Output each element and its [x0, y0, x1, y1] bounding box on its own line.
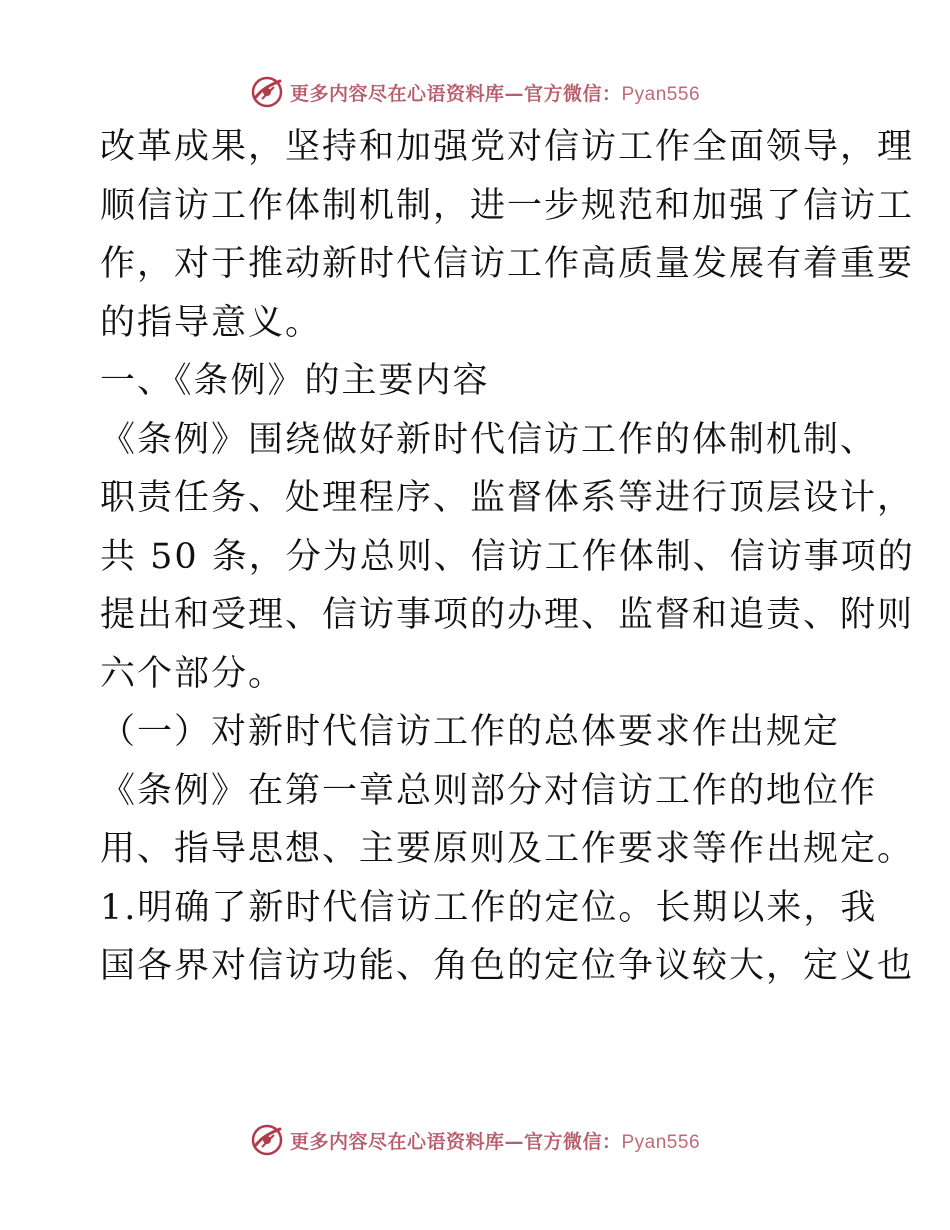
text-line: 1.明确了新时代信访工作的定位。长期以来，我	[100, 887, 878, 928]
footer-watermark	[0, 1120, 950, 1160]
watermark-wechat-id: Pyan556	[621, 1131, 701, 1153]
text-line: 用、指导思想、主要原则及工作要求等作出规定。	[100, 829, 915, 869]
text-line: 共 50 条，分为总则、信访工作体制、信访事项的	[100, 536, 915, 577]
text-line: 顺信访工作体制机制，进一步规范和加强了信访工	[100, 185, 915, 226]
subsection-heading: （一）对新时代信访工作的总体要求作出规定	[100, 712, 841, 752]
text-line: 职责任务、处理程序、监督体系等进行顶层设计，	[100, 478, 915, 518]
text-line: 改革成果，坚持和加强党对信访工作全面领导，理	[100, 127, 915, 167]
watermark-text	[290, 79, 700, 106]
text-line: 提出和受理、信访事项的办理、监督和追责、附则	[100, 595, 915, 635]
text-line: 的指导意义。	[100, 302, 323, 343]
brand-logo-icon	[250, 1123, 284, 1157]
watermark-prefix: 更多内容尽在心语资料库—官方微信：	[289, 1130, 622, 1153]
section-heading: 一、《条例》的主要内容	[100, 361, 490, 401]
text-line: 国各界对信访功能、角色的定位争议较大，定义也	[100, 946, 915, 986]
text-line: 《条例》在第一章总则部分对信访工作的地位作	[100, 770, 878, 811]
brand-logo-icon	[250, 75, 284, 109]
text-line: 六个部分。	[100, 653, 286, 694]
watermark-prefix: 更多内容尽在心语资料库—官方微信：	[289, 82, 622, 105]
text-line: 作，对于推动新时代信访工作高质量发展有着重要	[100, 244, 915, 284]
watermark-wechat-id: Pyan556	[621, 83, 701, 105]
watermark-text	[290, 1127, 700, 1154]
document-body	[100, 118, 915, 996]
text-line: 《条例》围绕做好新时代信访工作的体制机制、	[100, 419, 878, 460]
header-watermark	[0, 72, 950, 112]
